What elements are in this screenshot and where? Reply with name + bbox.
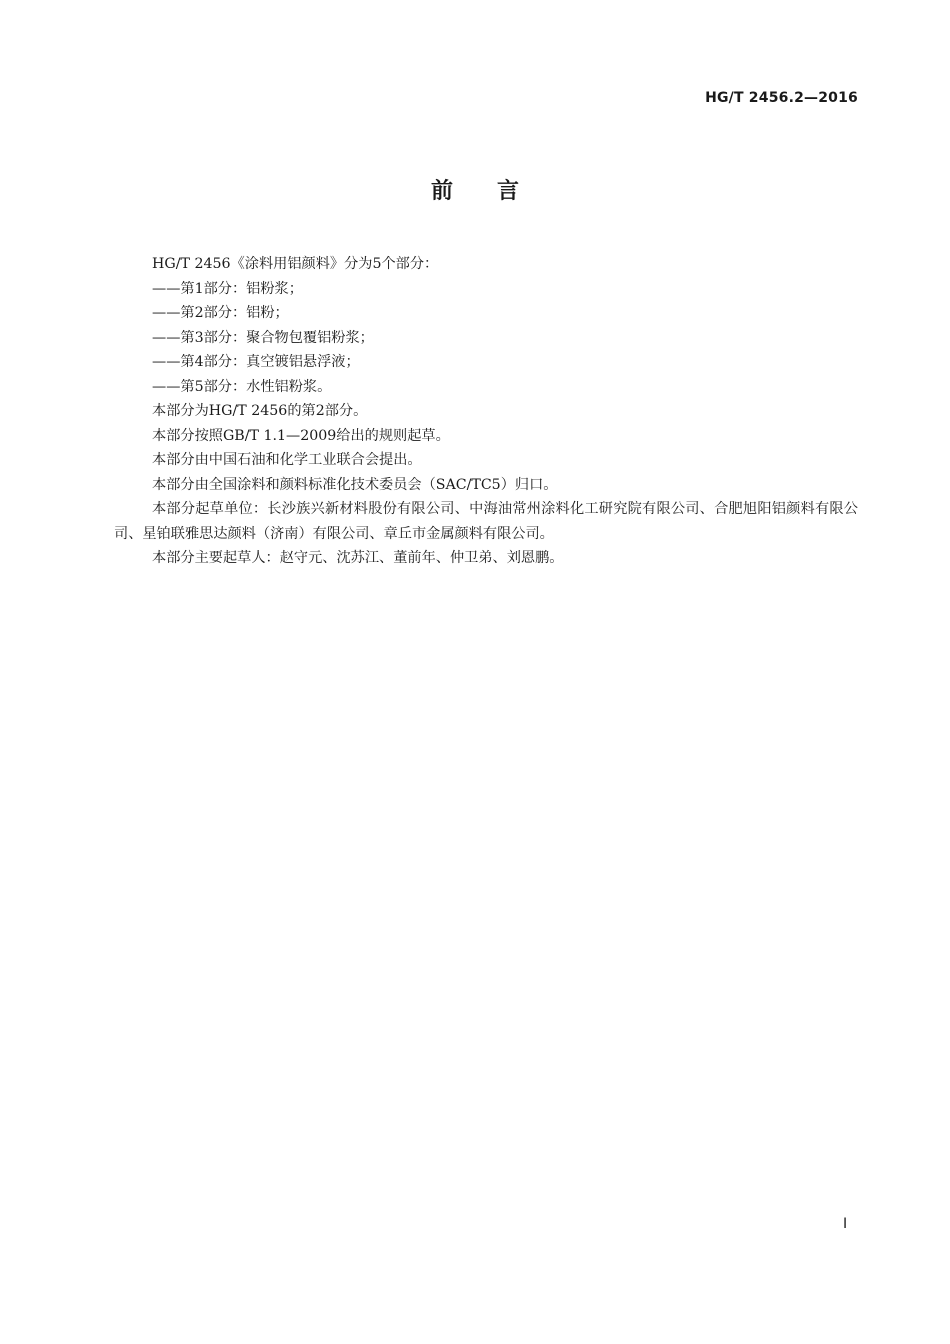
drafting-rules-paragraph: 本部分按照GB/T 1.1—2009给出的规则起草。 <box>152 427 450 444</box>
page-number: I <box>843 1216 848 1232</box>
part-list-item-5: ——第5部分：水性铝粉浆。 <box>152 378 332 395</box>
part-list-item-1: ——第1部分：铝粉浆； <box>152 280 303 297</box>
page-title <box>0 174 950 205</box>
intro-paragraph: HG/T 2456《涂料用铝颜料》分为5个部分： <box>152 256 439 272</box>
document-code: HG/T 2456.2—2016 <box>705 90 858 106</box>
drafting-units-paragraph: 本部分起草单位：长沙族兴新材料股份有限公司、中海油常州涂料化工研究院有限公司、合肥旭阳铝颜料有限公司、星铂联雅思达颜料（济南）有限公司、章丘市金属颜料有限公司。 <box>114 501 858 542</box>
part-list-item-3: ——第3部分：聚合物包覆铝粉浆； <box>152 329 374 346</box>
committee-paragraph: 本部分由全国涂料和颜料标准化技术委员会（SAC/TC5）归口。 <box>152 476 558 493</box>
title-char-2: 言 <box>497 179 520 204</box>
drafters-paragraph: 本部分主要起草人：赵守元、沈苏江、董前年、仲卫弟、刘恩鹏。 <box>152 550 564 566</box>
part-list-item-2: ——第2部分：铝粉； <box>152 305 289 321</box>
proposer-paragraph: 本部分由中国石油和化学工业联合会提出。 <box>152 452 422 468</box>
part-number-paragraph: 本部分为HG/T 2456的第2部分。 <box>152 403 368 419</box>
title-char-1: 前 <box>430 179 453 204</box>
part-list-item-4: ——第4部分：真空镀铝悬浮液； <box>152 354 360 370</box>
foreword-body <box>114 252 858 571</box>
